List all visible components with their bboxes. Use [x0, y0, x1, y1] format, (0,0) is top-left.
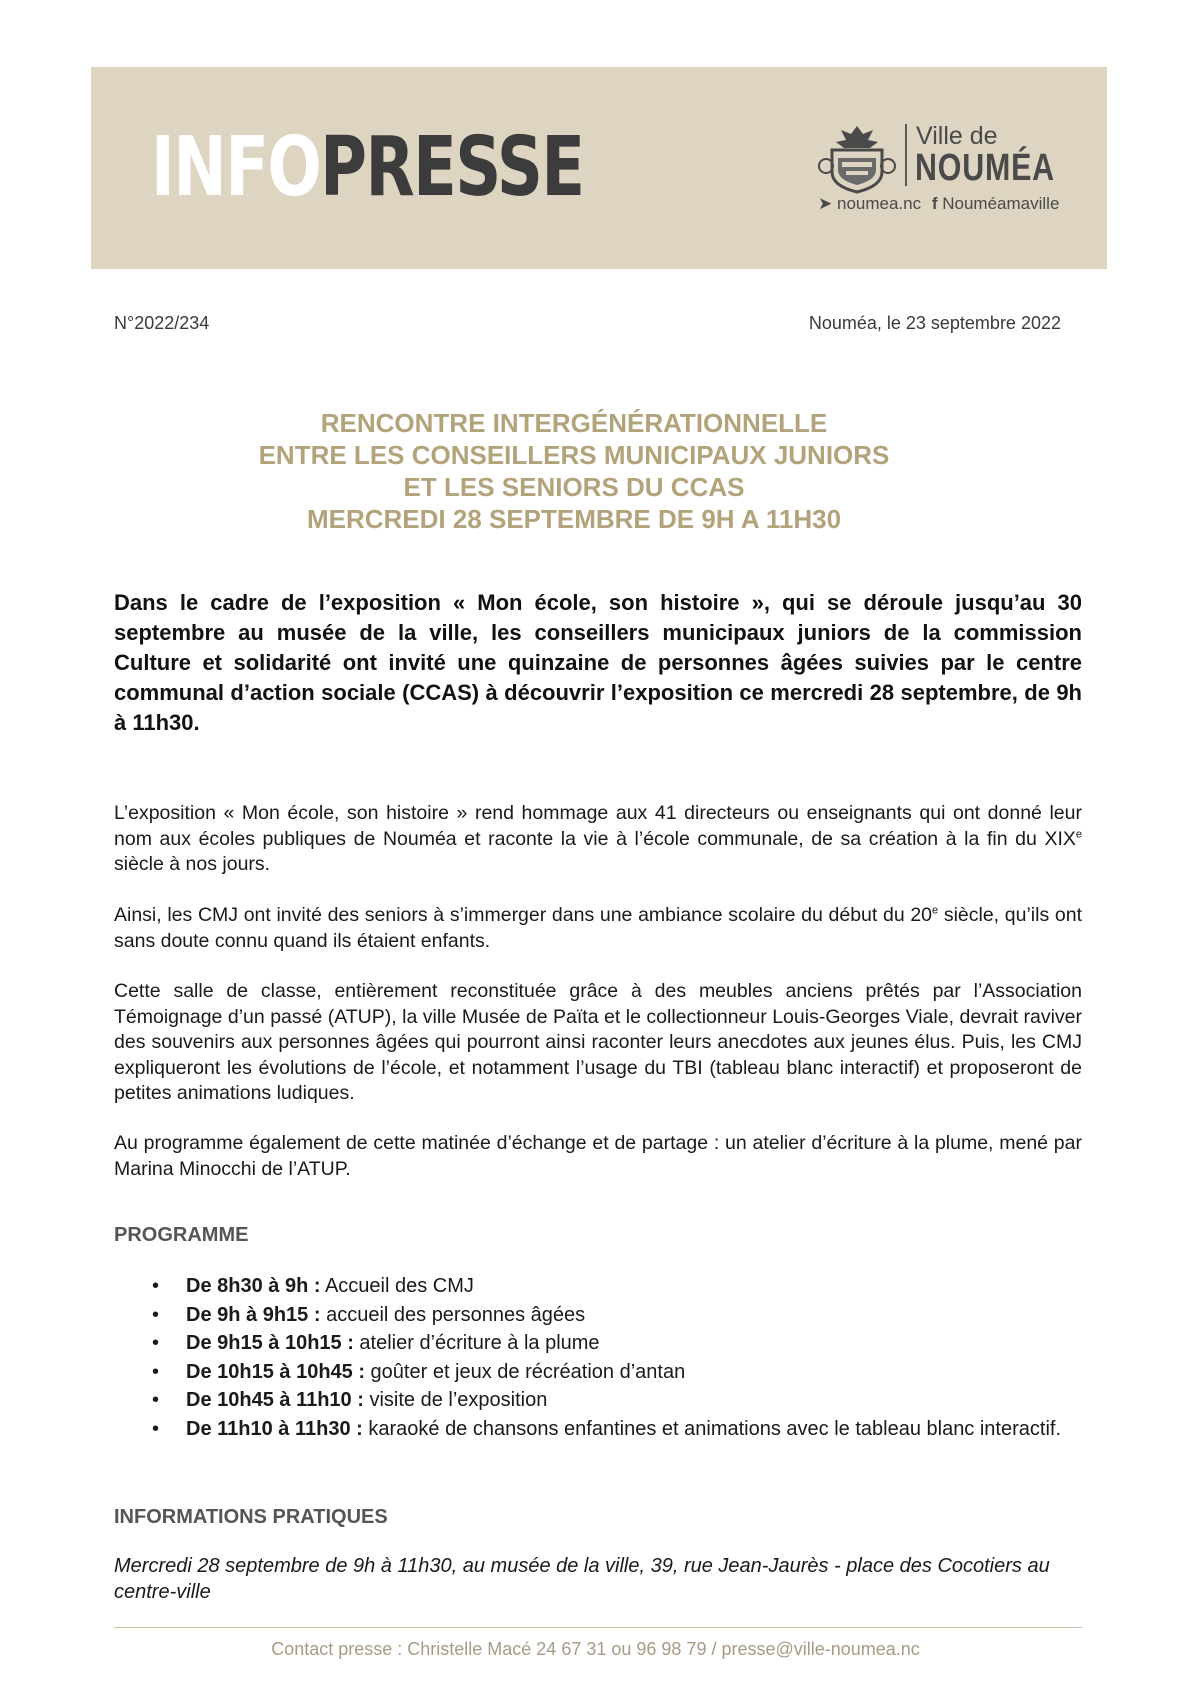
programme-item [152, 1301, 1072, 1330]
p1-superscript: e [1075, 828, 1082, 840]
title-line-2: ENTRE LES CONSEILLERS MUNICIPAUX JUNIORS [258, 440, 890, 470]
p2-text-b: siècle, qu’ils ont sans doute connu quand ils étaient enfants. [114, 904, 1082, 952]
programme-time: De 9h15 à 10h15 : [186, 1332, 354, 1354]
programme-time: De 8h30 à 9h : [186, 1275, 321, 1297]
info-presse-logo [151, 120, 584, 215]
programme-item [152, 1329, 1072, 1358]
press-contact-footer: Contact presse : Christelle Macé 24 67 31 ou 96 98 79 / presse@ville-noumea.nc [271, 1639, 920, 1659]
programme-time: De 9h à 9h15 : [186, 1303, 321, 1326]
p2-text-a: Ainsi, les CMJ ont invité des seniors à s’immerger dans une ambiance scolaire du début du 20 [114, 904, 933, 926]
programme-time: De 10h15 à 10h45 : [186, 1360, 365, 1383]
body-paragraph-2 [114, 903, 1082, 954]
city-label-small: Ville de [916, 122, 998, 150]
city-logo [818, 122, 1068, 212]
press-release-number: N°2022/234 [114, 313, 210, 333]
programme-list [152, 1272, 1072, 1443]
city-logo-divider [905, 124, 907, 186]
programme-activity: karaoké de chansons enfantines et animations avec le tableau blanc interactif. [362, 1417, 1062, 1440]
programme-activity: Accueil des CMJ [320, 1275, 474, 1297]
title-line-3: ET LES SENIORS DU CCAS [403, 472, 745, 502]
programme-time: De 11h10 à 11h30 : [186, 1417, 363, 1440]
programme-time: De 10h45 à 11h10 : [186, 1389, 364, 1411]
programme-item [152, 1386, 1072, 1415]
practical-info-heading: INFORMATIONS PRATIQUES [114, 1506, 388, 1528]
body-paragraph-3: Cette salle de classe, entièrement reconstituée grâce à des meubles anciens prêtés par l’Association Témoignage d’un passé (ATUP), la ville Musée de Païta et le collectionneur Louis-Georges Viale, devrait raviver des souvenirs aux personnes âgées qui pourront ainsi raconter leurs anecdotes aux jeunes élus. Puis, les CMJ expliqueront les évolutions de l’école, et notamment l’usage du TBI (tableau blanc interactif) et proposeront de petites animations ludiques. [114, 980, 1082, 1104]
title-line-1: RENCONTRE INTERGÉNÉRATIONNELLE [320, 408, 828, 438]
footer-divider [114, 1627, 1082, 1628]
facebook-icon: f [931, 194, 938, 213]
p1-text-a: L’exposition « Mon école, son histoire » rend hommage aux 41 directeurs ou enseignants qui ont donné leur nom aux écoles publiques de Nouméa et raconte la vie à l’école communale, de sa création à la fin du XIX [114, 802, 1082, 850]
social-links [818, 194, 1059, 214]
cursor-icon: ➤ [818, 194, 833, 213]
press-release-date: Nouméa, le 23 septembre 2022 [808, 313, 1061, 333]
website-link[interactable]: noumea.nc [836, 194, 922, 213]
body-paragraph-1 [114, 801, 1082, 878]
facebook-link[interactable]: Nouméamaville [942, 194, 1060, 213]
city-label-big: NOUMÉA [915, 147, 1055, 189]
p2-superscript: e [932, 904, 939, 917]
programme-item [152, 1415, 1072, 1444]
coat-of-arms-icon [818, 122, 896, 194]
header-banner [91, 67, 1107, 269]
programme-activity: visite de l’exposition [363, 1389, 548, 1411]
programme-activity: atelier d’écriture à la plume [353, 1332, 600, 1354]
programme-activity: goûter et jeux de récréation d’antan [365, 1360, 686, 1383]
programme-heading: PROGRAMME [114, 1224, 249, 1246]
lead-paragraph: Dans le cadre de l’exposition « Mon école, son histoire », qui se déroule jusqu’au 30 septembre au musée de la ville, les conseillers municipaux juniors de la commission Culture et solidarité ont invité une quinzaine de personnes âgées suivies par le centre communal d’action sociale (CCAS) à découvrir l’exposition ce mercredi 28 septembre, de 9h à 11h30. [114, 590, 1082, 735]
body-paragraph-4: Au programme également de cette matinée d’échange et de partage : un atelier d’écriture à la plume, mené par Marina Minocchi de l’ATUP. [114, 1132, 1082, 1180]
programme-item [152, 1272, 1072, 1301]
practical-info-text: Mercredi 28 septembre de 9h à 11h30, au musée de la ville, 39, rue Jean-Jaurès - place des Cocotiers au centre-ville [114, 1555, 1050, 1603]
programme-activity: accueil des personnes âgées [320, 1303, 586, 1326]
page-title [114, 407, 1034, 535]
logo-presse-text: PRESSE [320, 120, 584, 215]
programme-item [152, 1358, 1072, 1387]
title-line-4: MERCREDI 28 SEPTEMBRE DE 9H A 11H30 [306, 504, 842, 534]
p1-text-b: siècle à nos jours. [114, 853, 271, 875]
logo-info-text: INFO [151, 120, 321, 215]
